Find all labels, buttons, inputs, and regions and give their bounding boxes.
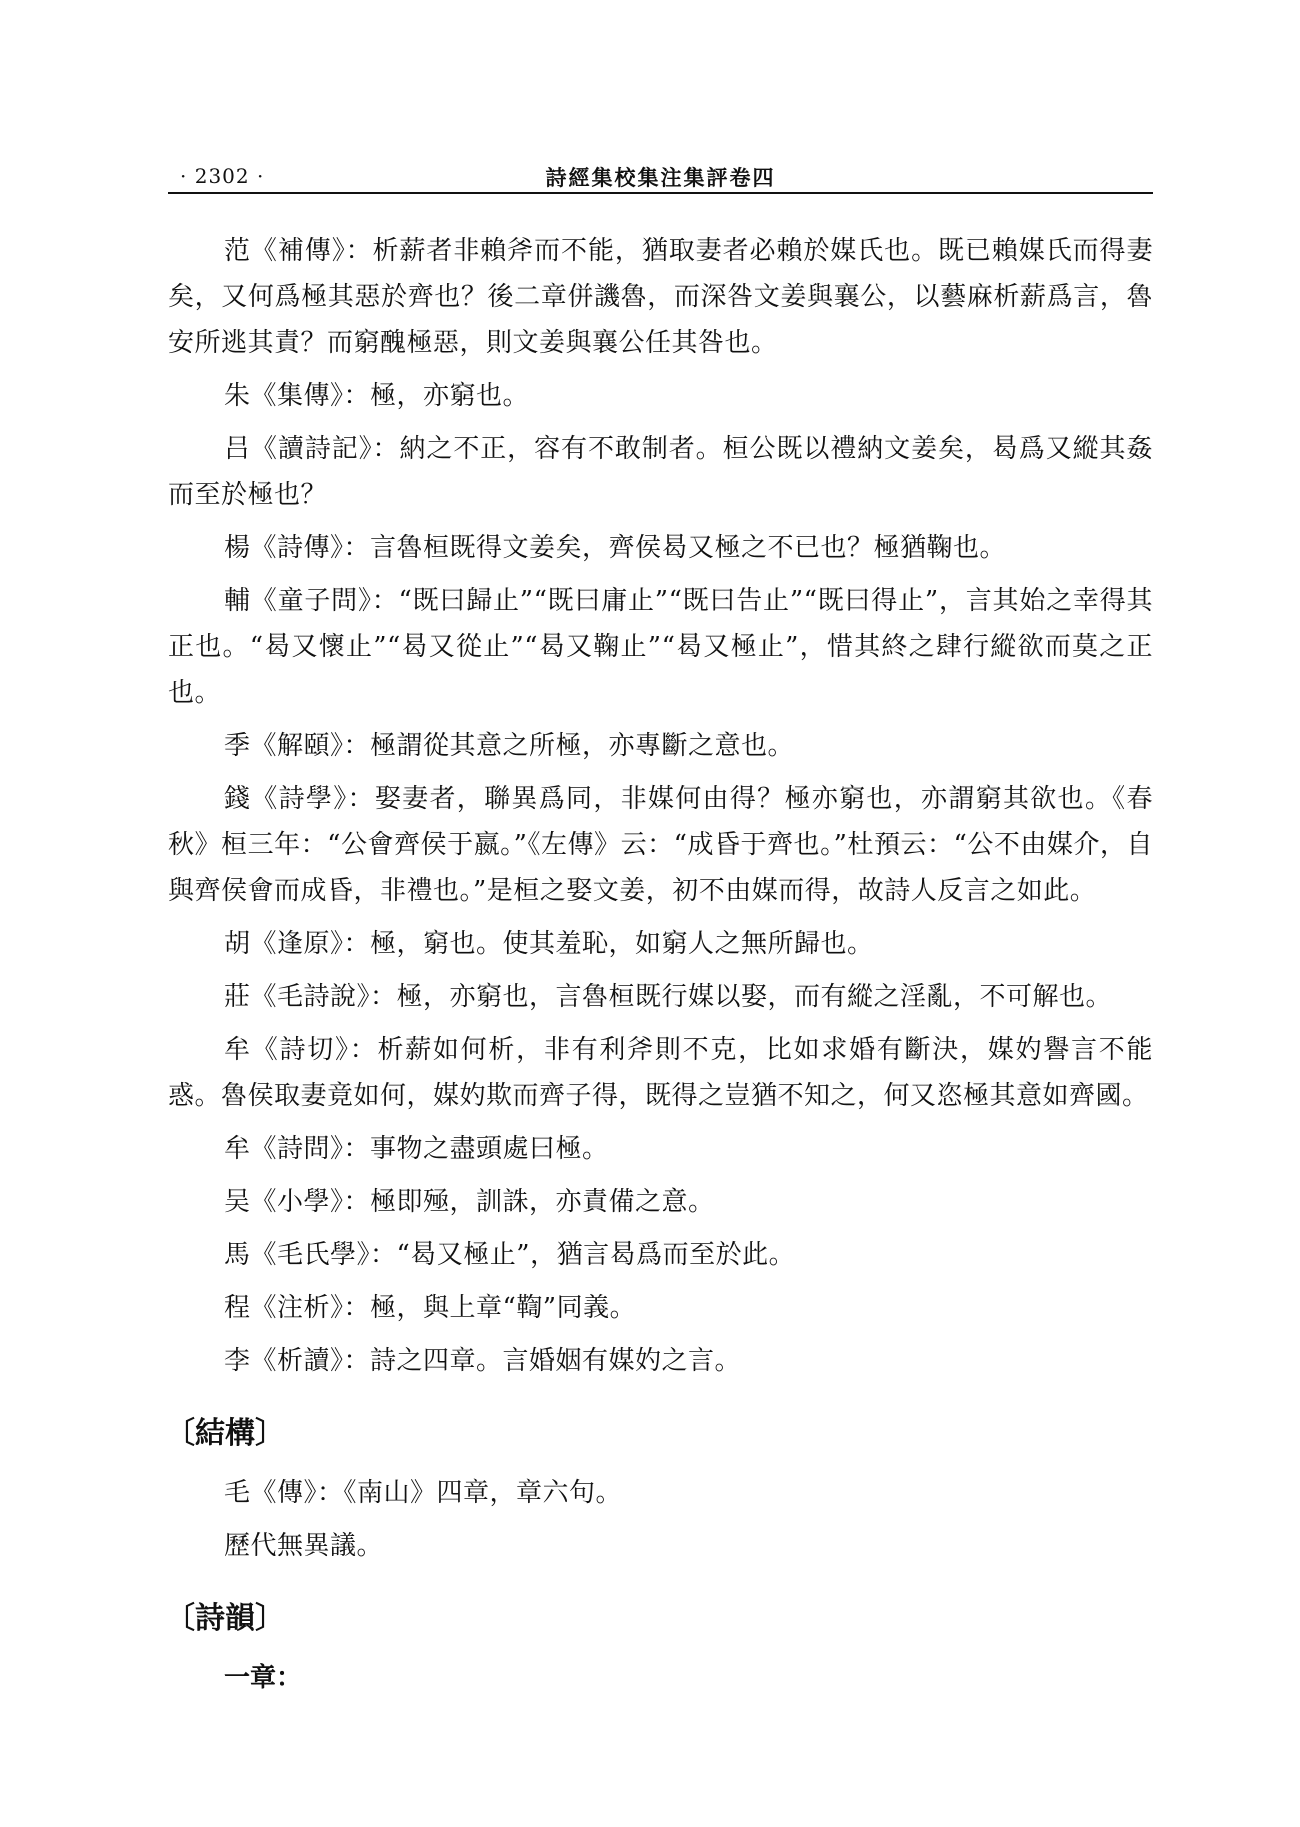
- commentary-paragraph: 輔《童子問》：“既曰歸止”“既曰庸止”“既曰告止”“既曰得止”，言其始之幸得其正也。“曷又懷止”“曷又從止”“曷又鞠止”“曷又極止”，惜其終之肆行縱欲而莫之正也。: [168, 586, 1153, 708]
- commentary-paragraph: 莊《毛詩說》：極，亦窮也，言魯桓既行媒以娶，而有縱之淫亂，不可解也。: [224, 982, 1113, 1012]
- commentary-paragraph: 楊《詩傳》：言魯桓既得文姜矣，齊侯曷又極之不已也？極猶鞠也。: [224, 533, 1007, 563]
- section-heading-rhyme: 〔詩韻〕: [165, 1601, 285, 1636]
- commentary-paragraph: 吴《小學》：極即殛，訓誅，亦責備之意。: [224, 1187, 715, 1217]
- structure-paragraph: 毛《傳》：《南山》四章，章六句。: [224, 1478, 623, 1508]
- page-header: [168, 156, 1153, 194]
- rhyme-subheading: 一章：: [224, 1663, 303, 1693]
- commentary-paragraph: 季《解頤》：極謂從其意之所極，亦專斷之意也。: [224, 731, 795, 761]
- section-heading-structure: 〔結構〕: [165, 1416, 285, 1451]
- commentary-paragraph: 李《析讀》：詩之四章。言婚姻有媒妁之言。: [224, 1346, 742, 1376]
- commentary-paragraph: 程《注析》：極，與上章“鞫”同義。: [224, 1293, 637, 1323]
- commentary-paragraph: 范《補傳》：析薪者非賴斧而不能，猶取妻者必賴於媒氏也。既已賴媒氏而得妻矣，又何爲極其惡於齊也？後二章併譏魯，而深咎文姜與襄公，以藝麻析薪爲言，魯安所逃其責？而窮醜極惡，則文姜與襄公任其咎也。: [168, 236, 1153, 358]
- commentary-paragraph: 吕《讀詩記》：納之不正，容有不敢制者。桓公既以禮納文姜矣，曷爲又縱其姦而至於極也？: [168, 434, 1153, 510]
- commentary-paragraph: 馬《毛氏學》：“曷又極止”，猶言曷爲而至於此。: [224, 1240, 796, 1270]
- commentary-paragraph: 錢《詩學》：娶妻者，聯異爲同，非媒何由得？極亦窮也，亦謂窮其欲也。《春秋》桓三年：“公會齊侯于嬴。”《左傳》云：“成昏于齊也。”杜預云：“公不由媒介，自與齊侯會而成昏，非禮也。”是桓之娶文姜，初不由媒而得，故詩人反言之如此。: [168, 784, 1153, 906]
- running-title: 詩經集校集注集評卷四: [545, 165, 776, 190]
- structure-paragraph: 歷代無異議。: [224, 1531, 384, 1561]
- commentary-paragraph: 朱《集傳》：極，亦窮也。: [224, 381, 530, 411]
- page-number: · 2302 ·: [180, 164, 265, 188]
- commentary-paragraph: 牟《詩切》：析薪如何析，非有利斧則不克，比如求婚有斷決，媒妁譽言不能惑。魯侯取妻竟如何，媒妁欺而齊子得，既得之豈猶不知之，何又恣極其意如齊國。: [168, 1035, 1153, 1111]
- commentary-paragraph: 胡《逢原》：極，窮也。使其羞恥，如窮人之無所歸也。: [224, 929, 874, 959]
- commentary-paragraph: 牟《詩問》：事物之盡頭處曰極。: [224, 1134, 609, 1164]
- page-body: [165, 228, 1153, 1701]
